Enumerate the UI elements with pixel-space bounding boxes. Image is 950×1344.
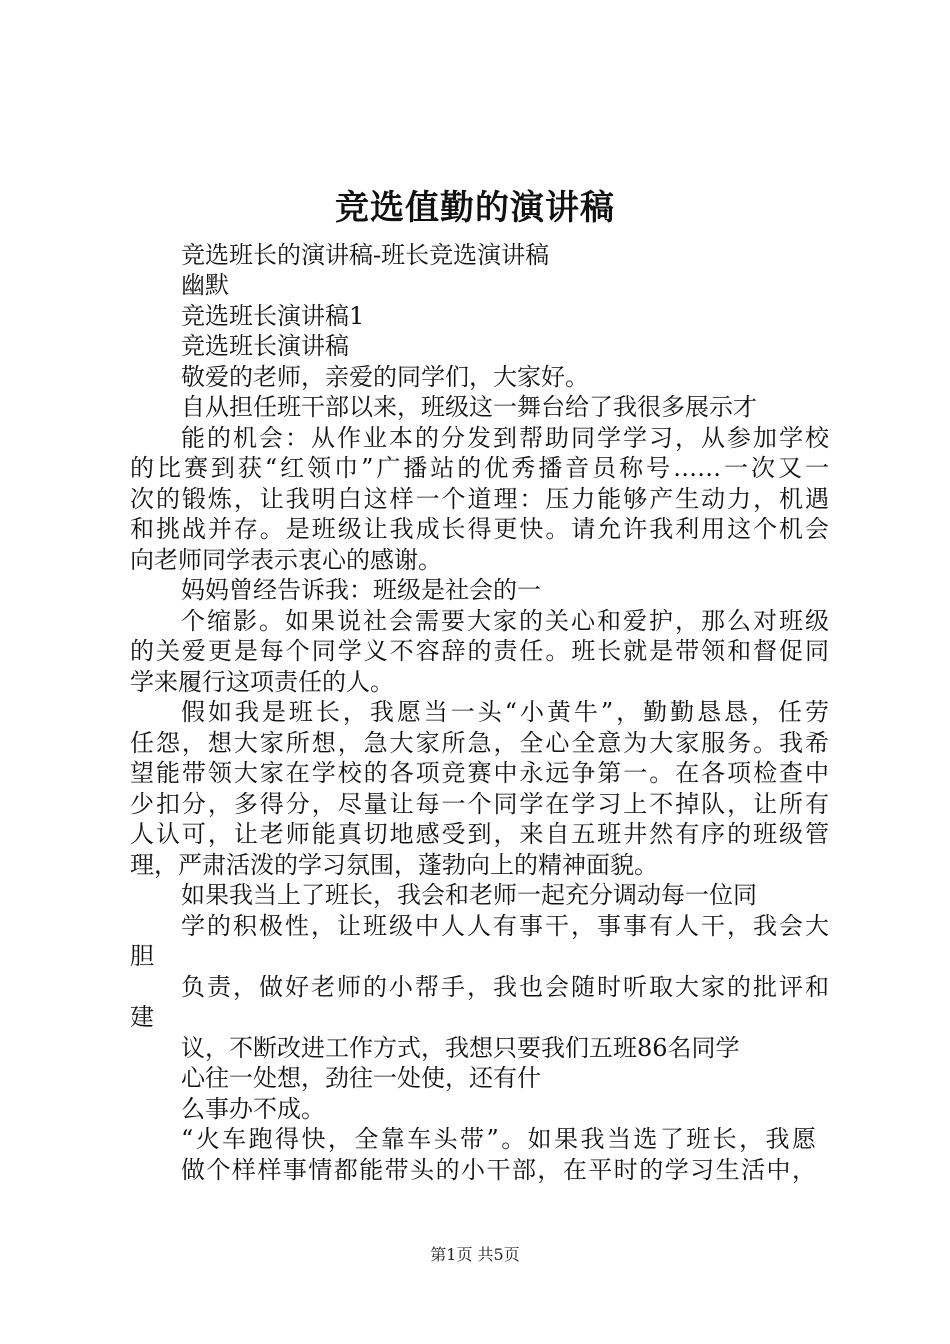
text-line: 个缩影。如果说社会需要大家的关心和爱护，那么对班级 — [181, 607, 829, 635]
text-line: 学来履行这项责任的人。 — [130, 668, 394, 696]
text-line: 妈妈曾经告诉我：班级是社会的一 — [181, 576, 541, 604]
text-line: 的比赛到获“红领巾”广播站的优秀播音员称号……一次又一 — [130, 454, 829, 482]
text-line: 心往一处想，劲往一处使，还有什 — [181, 1064, 541, 1092]
text-line: 做个样样事情都能带头的小干部，在平时的学习生活中， — [181, 1156, 816, 1184]
text-line: 和挑战并存。是班级让我成长得更快。请允许我利用这个机会 — [130, 515, 829, 543]
text-line: 竞选班长的演讲稿-班长竞选演讲稿 — [181, 241, 550, 269]
text-line: 幽默 — [181, 271, 229, 299]
text-line: 自从担任班干部以来，班级这一舞台给了我很多展示才 — [181, 393, 757, 421]
text-line: 竞选班长演讲稿 — [181, 332, 349, 360]
text-line: 建 — [130, 1003, 154, 1031]
text-line: 任怨，想大家所想，急大家所急，全心全意为大家服务。我希 — [130, 729, 829, 757]
text-line: 假如我是班长，我愿当一头“小黄牛”，勤勤恳恳，任劳 — [181, 698, 829, 726]
text-line: 理，严肃活泼的学习氛围，蓬勃向上的精神面貌。 — [130, 851, 658, 879]
text-line: 望能带领大家在学校的各项竞赛中永远争第一。在各项检查中 — [130, 759, 829, 787]
text-line: 次的锻炼，让我明白这样一个道理：压力能够产生动力，机遇 — [130, 485, 829, 513]
text-line: 能的机会：从作业本的分发到帮助同学学习，从参加学校 — [181, 424, 829, 452]
page-footer: 第1页 共5页 — [430, 1245, 520, 1264]
text-line: 负责，做好老师的小帮手，我也会随时听取大家的批评和 — [181, 973, 829, 1001]
document-title: 竞选值勤的演讲稿 — [335, 188, 615, 228]
text-line: 少扣分，多得分，尽量让每一个同学在学习上不掉队，让所有 — [130, 790, 829, 818]
text-line: 学的积极性，让班级中人人有事干，事事有人干，我会大 — [181, 912, 829, 940]
text-line: 向老师同学表示衷心的感谢。 — [130, 546, 442, 574]
text-line: “火车跑得快，全靠车头带”。如果我当选了班长，我愿 — [181, 1125, 816, 1153]
text-line: 人认可，让老师能真切地感受到，来自五班井然有序的班级管 — [130, 820, 829, 848]
text-line: 敬爱的老师，亲爱的同学们，大家好。 — [181, 363, 589, 391]
text-line: 议，不断改进工作方式，我想只要我们五班86名同学 — [181, 1034, 740, 1062]
text-line: 胆 — [130, 942, 154, 970]
text-line: 的关爱更是每个同学义不容辞的责任。班长就是带领和督促同 — [130, 637, 829, 665]
text-line: 如果我当上了班长，我会和老师一起充分调动每一位同 — [181, 881, 757, 909]
text-line: 么事办不成。 — [181, 1095, 325, 1123]
text-line: 竞选班长演讲稿1 — [181, 302, 365, 330]
